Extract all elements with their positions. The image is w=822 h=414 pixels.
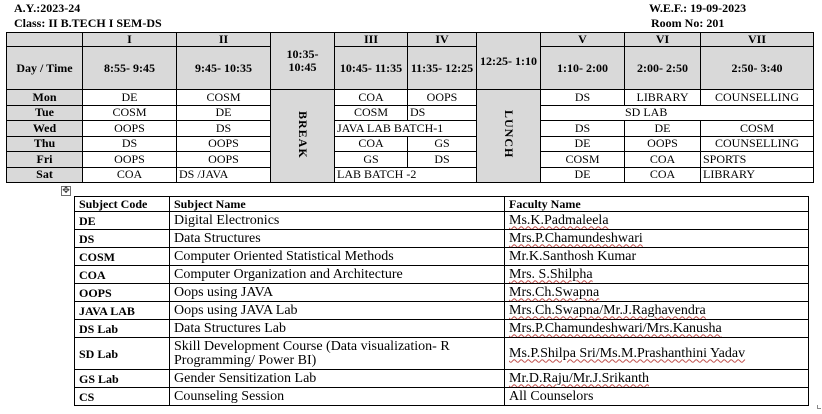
period-number: V xyxy=(541,33,625,47)
subject-code: COA xyxy=(75,266,170,284)
period-time-row xyxy=(7,47,814,90)
period-number-row xyxy=(7,33,814,47)
break-column xyxy=(271,90,335,183)
slot-cell: COSM xyxy=(83,105,177,121)
faculty-name: All Counselors xyxy=(505,388,809,406)
slot-cell: SPORTS xyxy=(701,152,814,168)
faculty-name: Ms.K.Padmaleela xyxy=(505,212,809,230)
effective-date: W.E.F.: 19-09-2023 xyxy=(649,1,747,15)
break-label: BREAK xyxy=(296,110,310,159)
slot-cell: COA xyxy=(335,136,408,152)
subject-name-header: Subject Name xyxy=(170,197,505,212)
academic-year: A.Y.:2023-24 xyxy=(14,1,81,15)
table-move-handle-icon[interactable]: ✥ xyxy=(62,186,70,196)
subject-code: SD Lab xyxy=(75,338,170,370)
subject-row xyxy=(75,284,809,302)
faculty-name-header: Faculty Name xyxy=(505,197,809,212)
faculty-name: Mrs.P.Chamundeshwari xyxy=(505,230,809,248)
period-number: II xyxy=(177,33,271,47)
slot-cell: DE xyxy=(541,167,625,183)
period-number: IV xyxy=(408,33,477,47)
faculty-name: Mrs. S.Shilpha xyxy=(505,266,809,284)
subject-row xyxy=(75,370,809,388)
subject-name: Gender Sensitization Lab xyxy=(170,370,505,388)
faculty-name: Mr.D.Raju/Mr.J.Srikanth xyxy=(505,370,809,388)
slot-cell: DS xyxy=(408,105,477,121)
period-time: 2:00- 2:50 xyxy=(625,47,701,90)
faculty-name: Mrs.Ch.Swapna xyxy=(505,284,809,302)
timetable xyxy=(6,32,813,183)
subject-code-header: Subject Code xyxy=(75,197,170,212)
slot-cell: LAB BATCH -2 xyxy=(335,167,477,183)
day-row-fri xyxy=(7,152,814,168)
slot-cell: OOPS xyxy=(408,90,477,106)
subject-row xyxy=(75,320,809,338)
day-row-tue xyxy=(7,105,814,121)
day-label: Sat xyxy=(7,167,83,183)
period-time: 11:35- 12:25 xyxy=(408,47,477,90)
subject-name: Counseling Session xyxy=(170,388,505,406)
slot-cell: DE xyxy=(177,105,271,121)
slot-cell: COA xyxy=(83,167,177,183)
faculty-name: Ms.P.Shilpa Sri/Ms.M.Prashanthini Yadav xyxy=(505,338,809,370)
slot-cell: DS xyxy=(408,152,477,168)
day-row-mon xyxy=(7,90,814,106)
subject-name: Digital Electronics xyxy=(170,212,505,230)
slot-cell: COSM xyxy=(701,121,814,137)
class-label: Class: II B.TECH I SEM-DS xyxy=(14,16,162,30)
day-label: Mon xyxy=(7,90,83,106)
subject-row xyxy=(75,302,809,320)
slot-cell: OOPS xyxy=(83,152,177,168)
day-label: Thu xyxy=(7,136,83,152)
period-number: VI xyxy=(625,33,701,47)
slot-cell: JAVA LAB BATCH-1 xyxy=(335,121,477,137)
day-label: Wed xyxy=(7,121,83,137)
subject-header-row xyxy=(75,197,809,212)
subject-table xyxy=(74,196,808,406)
slot-cell: OOPS xyxy=(177,136,271,152)
subject-row xyxy=(75,230,809,248)
subject-code: COSM xyxy=(75,248,170,266)
faculty-name: Mrs.Ch.Swapna/Mr.J.Raghavendra xyxy=(505,302,809,320)
subject-name: Skill Development Course (Data visualization- R Programming/ Power BI) xyxy=(170,338,505,370)
subject-code: DS Lab xyxy=(75,320,170,338)
slot-cell: LIBRARY xyxy=(625,90,701,106)
slot-cell: SD LAB xyxy=(541,105,814,121)
period-number: III xyxy=(335,33,408,47)
period-time: 8:55- 9:45 xyxy=(83,47,177,90)
period-time: 2:50- 3:40 xyxy=(701,47,814,90)
corner-cell xyxy=(7,33,83,47)
subject-code: GS Lab xyxy=(75,370,170,388)
subject-code: JAVA LAB xyxy=(75,302,170,320)
subject-name: Data Structures Lab xyxy=(170,320,505,338)
subject-name: Computer Oriented Statistical Methods xyxy=(170,248,505,266)
subject-row xyxy=(75,266,809,284)
slot-cell: OOPS xyxy=(177,152,271,168)
subject-code: DS xyxy=(75,230,170,248)
period-number: I xyxy=(83,33,177,47)
day-time-header: Day / Time xyxy=(7,47,83,90)
slot-cell: DS xyxy=(541,121,625,137)
subject-row xyxy=(75,212,809,230)
day-label: Fri xyxy=(7,152,83,168)
slot-cell: DS /JAVA xyxy=(177,167,271,183)
period-time: 10:45- 11:35 xyxy=(335,47,408,90)
slot-cell: OOPS xyxy=(83,121,177,137)
subject-name: Oops using JAVA Lab xyxy=(170,302,505,320)
slot-cell: GS xyxy=(408,136,477,152)
slot-cell: DS xyxy=(83,136,177,152)
slot-cell: DS xyxy=(177,121,271,137)
slot-cell: COUNSELLING xyxy=(701,136,814,152)
subject-name: Computer Organization and Architecture xyxy=(170,266,505,284)
subject-code: DE xyxy=(75,212,170,230)
slot-cell: COSM xyxy=(335,105,408,121)
slot-cell: COA xyxy=(625,167,701,183)
subject-row xyxy=(75,248,809,266)
lunch-column xyxy=(477,90,541,183)
period-time: 9:45- 10:35 xyxy=(177,47,271,90)
lunch-time: 12:25- 1:10 xyxy=(477,33,541,90)
slot-cell: DS xyxy=(541,90,625,106)
slot-cell: OOPS xyxy=(625,136,701,152)
faculty-name: Mr.K.Santhosh Kumar xyxy=(505,248,809,266)
period-number: VII xyxy=(701,33,814,47)
day-row-thu xyxy=(7,136,814,152)
subject-row xyxy=(75,388,809,406)
slot-cell: GS xyxy=(335,152,408,168)
faculty-name: Mrs.P.Chamundeshwari/Mrs.Kanusha xyxy=(505,320,809,338)
slot-cell: DE xyxy=(541,136,625,152)
subject-name: Data Structures xyxy=(170,230,505,248)
day-row-sat xyxy=(7,167,814,183)
break-time: 10:35- 10:45 xyxy=(271,33,335,90)
slot-cell: COSM xyxy=(177,90,271,106)
room-number: Room No: 201 xyxy=(651,16,725,30)
lunch-label: LUNCH xyxy=(502,110,516,159)
slot-cell: COA xyxy=(335,90,408,106)
slot-cell: DE xyxy=(83,90,177,106)
subject-code: CS xyxy=(75,388,170,406)
slot-cell: DE xyxy=(625,121,701,137)
page-corner-mark xyxy=(817,405,821,409)
subject-code: OOPS xyxy=(75,284,170,302)
period-time: 1:10- 2:00 xyxy=(541,47,625,90)
slot-cell: COSM xyxy=(541,152,625,168)
day-label: Tue xyxy=(7,105,83,121)
subject-row xyxy=(75,338,809,370)
slot-cell: COA xyxy=(625,152,701,168)
subject-name: Oops using JAVA xyxy=(170,284,505,302)
slot-cell: LIBRARY xyxy=(701,167,814,183)
slot-cell: COUNSELLING xyxy=(701,90,814,106)
day-row-wed xyxy=(7,121,814,137)
